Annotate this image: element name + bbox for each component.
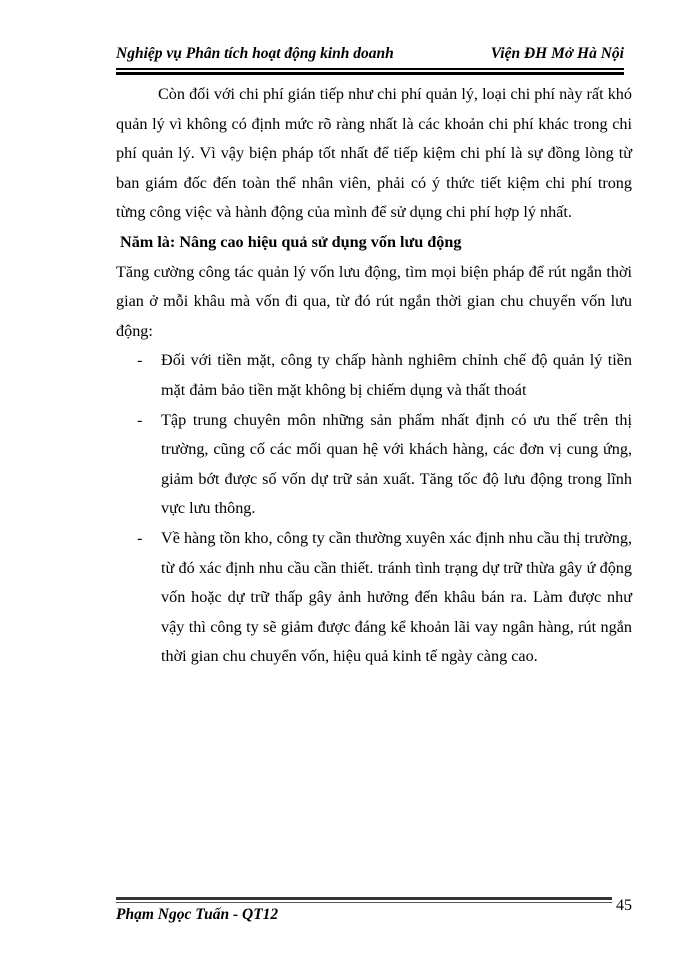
list-item-text: Về hàng tồn kho, công ty cần thường xuyên xác định nhu cầu thị trường, từ đó xác định nhu cầu cần thiết. tránh tình trạng dự trữ thừa gây ứ động vốn hoặc dự trữ thấp gây ảnh hưởng đến khâu bán ra. Làm được như vậy thì công ty sẽ giảm được đáng kể khoản lãi vay ngân hàng, rút ngắn thời gian chu chuyển vốn, hiệu quả kinh tế ngày càng cao. bbox=[161, 528, 632, 666]
list-item-text: Tập trung chuyên môn những sản phẩm nhất định có ưu thế trên thị trường, cũng cố các mối quan hệ với khách hàng, các đơn vị cung ứng, giảm bớt được số vốn dự trữ sản xuất. Tăng tốc độ lưu động trong lĩnh vực lưu thông. bbox=[161, 410, 632, 518]
header-course-title: Nghiệp vụ Phân tích hoạt động kinh doanh bbox=[116, 45, 394, 62]
measures-list bbox=[116, 346, 632, 672]
paragraph-indirect-costs: Còn đối với chi phí gián tiếp như chi phí quản lý, loại chi phí này rất khó quản lý vì không có định mức rõ ràng nhất là các khoản chi phí khác trong chi phí quản lý. Vì vậy biện pháp tốt nhất để tiếp kiệm chi phí là sự đồng lòng từ ban giám đốc đến toàn thể nhân viên, phải có ý thức tiết kiệm chi phí trong từng công việc và hành động của mình để sử dụng chi phí hợp lý nhất. bbox=[116, 85, 632, 222]
footer-rule-thick bbox=[116, 897, 612, 900]
footer-author: Phạm Ngọc Tuấn - QT12 bbox=[116, 906, 279, 923]
header-rule-thick bbox=[116, 72, 624, 75]
page-number: 45 bbox=[616, 897, 632, 914]
list-item-text: Đối với tiền mặt, công ty chấp hành nghiêm chỉnh chế độ quản lý tiền mặt đảm bảo tiền mặt không bị chiếm dụng và thất thoát bbox=[161, 351, 632, 399]
dash-bullet: - bbox=[137, 410, 143, 429]
list-item bbox=[116, 524, 632, 672]
page-body bbox=[116, 80, 632, 672]
list-item bbox=[116, 346, 632, 405]
page-header bbox=[116, 43, 624, 67]
header-institution: Viện ĐH Mở Hà Nội bbox=[490, 45, 624, 62]
section-heading: Năm là: Nâng cao hiệu quả sử dụng vốn lưu động bbox=[120, 232, 462, 251]
page-footer bbox=[116, 897, 632, 927]
paragraph-working-capital: Tăng cường công tác quản lý vốn lưu động, tìm mọi biện pháp để rút ngắn thời gian ở mỗi khâu mà vốn đi qua, từ đó rút ngắn thời gian chu chuyển vốn lưu động: bbox=[116, 262, 632, 340]
dash-bullet: - bbox=[137, 528, 143, 547]
dash-bullet: - bbox=[137, 351, 143, 370]
list-item bbox=[116, 406, 632, 524]
header-rule-thin bbox=[116, 68, 624, 70]
